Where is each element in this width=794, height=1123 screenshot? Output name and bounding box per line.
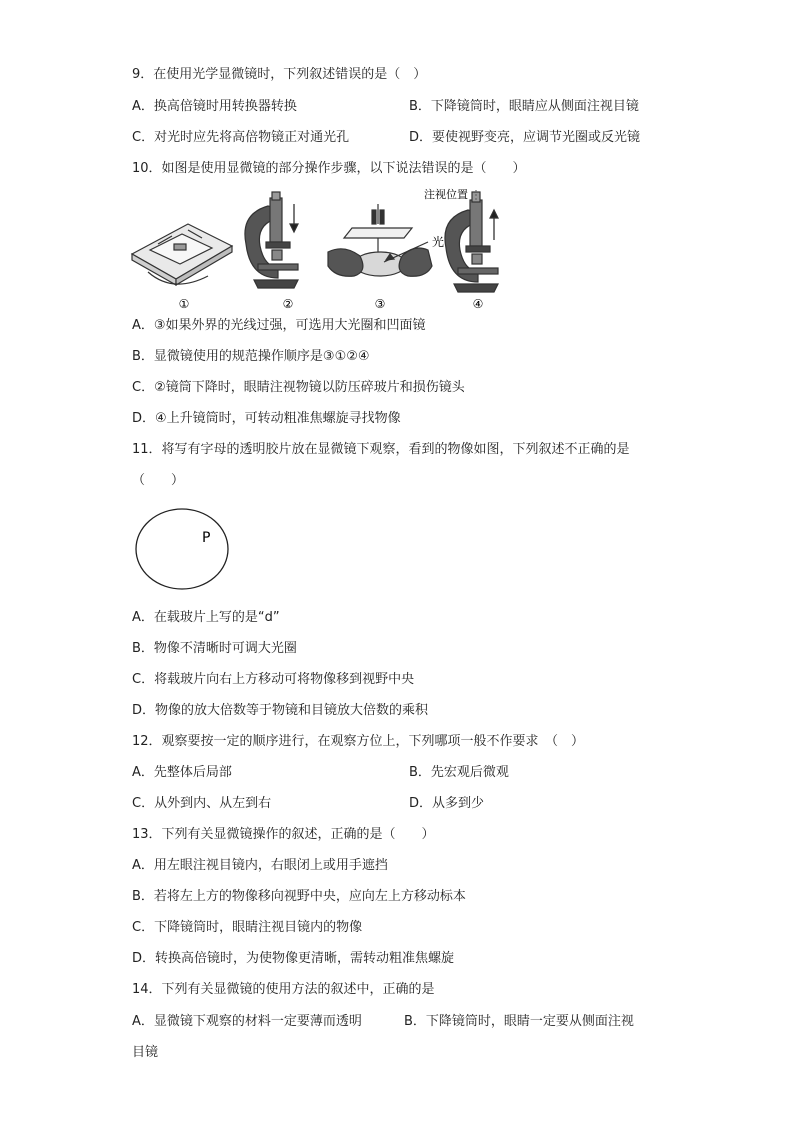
q9-option-a: A．换高倍镜时用转换器转换 [132,99,297,114]
step3-light-label: 光 [432,235,445,249]
q12-option-d: D．从多到少 [409,796,485,811]
q13-stem: 13．下列有关显微镜操作的叙述，正确的是（ ） [132,827,435,842]
q14-option-b-continued: 目镜 [132,1045,159,1060]
q11-option-c: C．将载玻片向右上方移动可将物像移到视野中央 [132,672,415,687]
q9-options-row2 [132,129,641,147]
q11-option-d: D．物像的放大倍数等于物镜和目镜放大倍数的乘积 [132,703,429,718]
q13-option-c: C．下降镜筒时，眼睛注视目镜内的物像 [132,920,363,935]
step2-label: ② [282,297,294,311]
q14-option-b: B．下降镜筒时，眼睛一定要从侧面注视 [404,1014,634,1029]
q10-option-d: D．④上升镜筒时，可转动粗准焦螺旋寻找物像 [132,411,401,426]
field-of-view-circle [136,509,228,589]
step4-microscope-illustration [445,188,498,292]
field-of-view-letter: P [202,530,211,546]
q13-option-b: B．若将左上方的物像移向视野中央，应向左上方移动标本 [132,889,466,904]
q11-option-b: B．物像不清晰时可调大光圈 [132,641,297,656]
step3-label: ③ [374,297,386,311]
q12-options-row2 [132,795,485,813]
q11-stem-paren: （ ） [132,473,185,488]
q12-stem: 12．观察要按一定的顺序进行，在观察方位上，下列哪项一般不作要求 （ ） [132,734,585,749]
q10-option-a: A．③如果外界的光线过强，可选用大光圈和凹面镜 [132,318,426,333]
q12-option-b: B．先宏观后微观 [409,765,509,780]
q9-options-row1 [132,98,639,116]
q10-option-b: B．显微镜使用的规范操作顺序是③①②④ [132,349,370,364]
step3-hands-mirror-illustration [328,204,432,276]
q9-option-c: C．对光时应先将高倍物镜正对通光孔 [132,130,350,145]
q14-stem: 14．下列有关显微镜的使用方法的叙述中，正确的是 [132,982,435,997]
q14-option-a: A．显微镜下观察的材料一定要薄而透明 [132,1014,362,1029]
q9-option-d: D．要使视野变亮，应调节光圈或反光镜 [409,130,641,145]
step2-microscope-illustration [245,192,298,288]
q10-figure-microscope-steps [128,184,508,314]
step1-stage-illustration [132,224,232,285]
q13-option-a: A．用左眼注视目镜内，右眼闭上或用手遮挡 [132,858,388,873]
q11-stem: 11．将写有字母的透明胶片放在显微镜下观察，看到的物像如图，下列叙述不正确的是 [132,442,630,457]
q12-options-row1 [132,764,509,782]
q12-option-a: A．先整体后局部 [132,765,232,780]
step1-label: ① [178,297,190,311]
q13-option-d: D．转换高倍镜时，为使物像更清晰，需转动粗准焦螺旋 [132,951,455,966]
q9-option-b: B．下降镜筒时，眼睛应从侧面注视目镜 [409,99,639,114]
q10-stem: 10．如图是使用显微镜的部分操作步骤，以下说法错误的是（ ） [132,161,526,176]
q11-option-a: A．在载玻片上写的是“d” [132,610,280,625]
step4-label: ④ [472,297,484,311]
q12-option-c: C．从外到内、从左到右 [132,796,272,811]
q11-field-of-view-figure [134,505,234,595]
step4-watch-position-label: 注视位置 [424,188,468,201]
q9-stem: 9．在使用光学显微镜时，下列叙述错误的是（ ） [132,67,427,82]
q14-options-row1 [132,1013,634,1031]
q10-option-c: C．②镜筒下降时，眼睛注视物镜以防压碎玻片和损伤镜头 [132,380,465,395]
